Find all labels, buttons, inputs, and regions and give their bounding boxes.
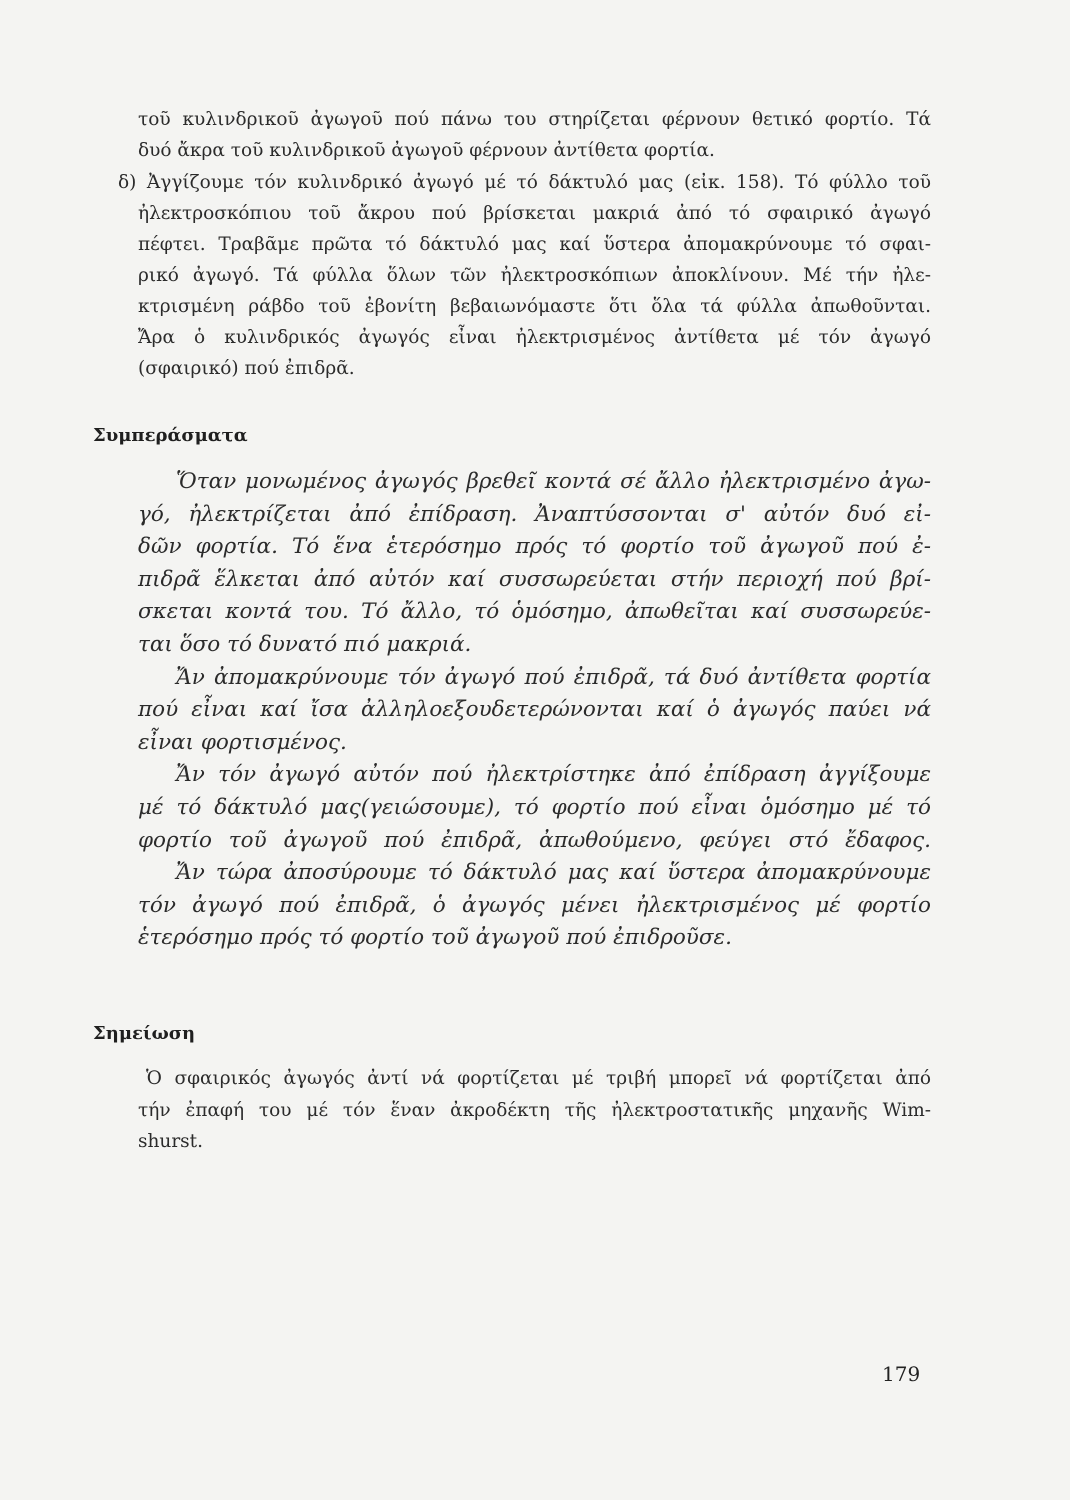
text-line: δ) Ἀγγίζουμε τόν κυλινδρικό ἀγωγό μέ τό δάκτυλό μας (εἰκ. 158). Τό φύλλο τοῦ bbox=[118, 172, 931, 193]
text-line: πιδρᾶ ἕλκεται ἀπό αὐτόν καί συσσωρεύεται στήν περιοχή πού βρί- bbox=[138, 566, 931, 592]
text-line: Ὁ σφαιρικός ἀγωγός ἀντί νά φορτίζεται μέ τριβή μπορεῖ νά φορτίζεται ἀπό bbox=[146, 1068, 931, 1089]
text-line: Ὅταν μονωμένος ἀγωγός βρεθεῖ κοντά σέ ἄλλο ἠλεκτρισμένο ἀγω- bbox=[176, 469, 931, 494]
note-text bbox=[138, 1063, 931, 1158]
conclusions-heading: Συμπεράσματα bbox=[93, 425, 248, 446]
text-line: πέφτει. Τραβᾶμε πρῶτα τό δάκτυλό μας καί ὕστερα ἀπομακρύνουμε τό σφαι- bbox=[138, 234, 931, 255]
text-line: ται ὅσο τό δυνατό πιό μακριά. bbox=[138, 631, 472, 657]
text-line: κτρισμένη ράβδο τοῦ ἐβονίτη βεβαιωνόμαστε ὅτι ὅλα τά φύλλα ἀπωθοῦνται. bbox=[138, 296, 931, 317]
text-line: φορτίο τοῦ ἀγωγοῦ πού ἐπιδρᾶ, ἀπωθούμενο, φεύγει στό ἔδαφος. bbox=[138, 827, 931, 853]
note-heading: Σημείωση bbox=[93, 1023, 196, 1044]
text-line: τήν ἐπαφή του μέ τόν ἕναν ἀκροδέκτη τῆς ἠλεκτροστατικῆς μηχανῆς Wim- bbox=[138, 1099, 931, 1121]
text-line: εἶναι φορτισμένος. bbox=[138, 729, 347, 755]
text-line: δῶν φορτία. Τό ἕνα ἑτερόσημο πρός τό φορτίο τοῦ ἀγωγοῦ πού ἐ- bbox=[138, 534, 931, 560]
text-line: δυό ἄκρα τοῦ κυλινδρικοῦ ἀγωγοῦ φέρνουν ἀντίθετα φορτία. bbox=[138, 140, 715, 161]
text-line: ἑτερόσημο πρός τό φορτίο τοῦ ἀγωγοῦ πού ἐπιδροῦσε. bbox=[138, 925, 732, 951]
paragraph-continuation bbox=[138, 104, 931, 166]
text-line: Ἄν ἀπομακρύνουμε τόν ἀγωγό πού ἐπιδρᾶ, τά δυό ἀντίθετα φορτία bbox=[176, 664, 931, 690]
text-line: τοῦ κυλινδρικοῦ ἀγωγοῦ πού πάνω του στηρίζεται φέρνουν θετικό φορτίο. Τά bbox=[138, 109, 931, 130]
text-line: shurst. bbox=[138, 1131, 203, 1152]
paragraph-delta bbox=[118, 167, 931, 384]
conclusions-text bbox=[138, 466, 931, 955]
text-line: γό, ἠλεκτρίζεται ἀπό ἐπίδραση. Ἀναπτύσσονται σ' αὐτόν δυό εἰ- bbox=[138, 501, 931, 527]
text-line: (σφαιρικό) πού ἐπιδρᾶ. bbox=[138, 358, 355, 379]
text-line: Ἄν τόν ἀγωγό αὐτόν πού ἠλεκτρίστηκε ἀπό ἐπίδραση ἀγγίξουμε bbox=[176, 762, 931, 788]
text-line: τόν ἀγωγό πού ἐπιδρᾶ, ὁ ἀγωγός μένει ἠλεκτρισμένος μέ φορτίο bbox=[138, 892, 931, 918]
page-number: 179 bbox=[882, 1362, 921, 1386]
text-line: σκεται κοντά του. Τό ἄλλο, τό ὁμόσημο, ἀπωθεῖται καί συσσωρεύε- bbox=[138, 599, 931, 625]
text-line: Ἄρα ὁ κυλινδρικός ἀγωγός εἶναι ἠλεκτρισμένος ἀντίθετα μέ τόν ἀγωγό bbox=[138, 327, 931, 348]
text-line: ρικό ἀγωγό. Τά φύλλα ὅλων τῶν ἠλεκτροσκόπιων ἀποκλίνουν. Μέ τήν ἠλε- bbox=[138, 265, 931, 286]
text-line: ἠλεκτροσκόπιου τοῦ ἄκρου πού βρίσκεται μακριά ἀπό τό σφαιρικό ἀγωγό bbox=[138, 203, 931, 224]
text-line: πού εἶναι καί ἴσα ἀλληλοεξουδετερώνονται καί ὁ ἀγωγός παύει νά bbox=[138, 697, 931, 723]
text-line: μέ τό δάκτυλό μας(γειώσουμε), τό φορτίο πού εἶναι ὁμόσημο μέ τό bbox=[138, 794, 931, 820]
text-line: Ἄν τώρα ἀποσύρουμε τό δάκτυλό μας καί ὕστερα ἀπομακρύνουμε bbox=[176, 860, 931, 886]
